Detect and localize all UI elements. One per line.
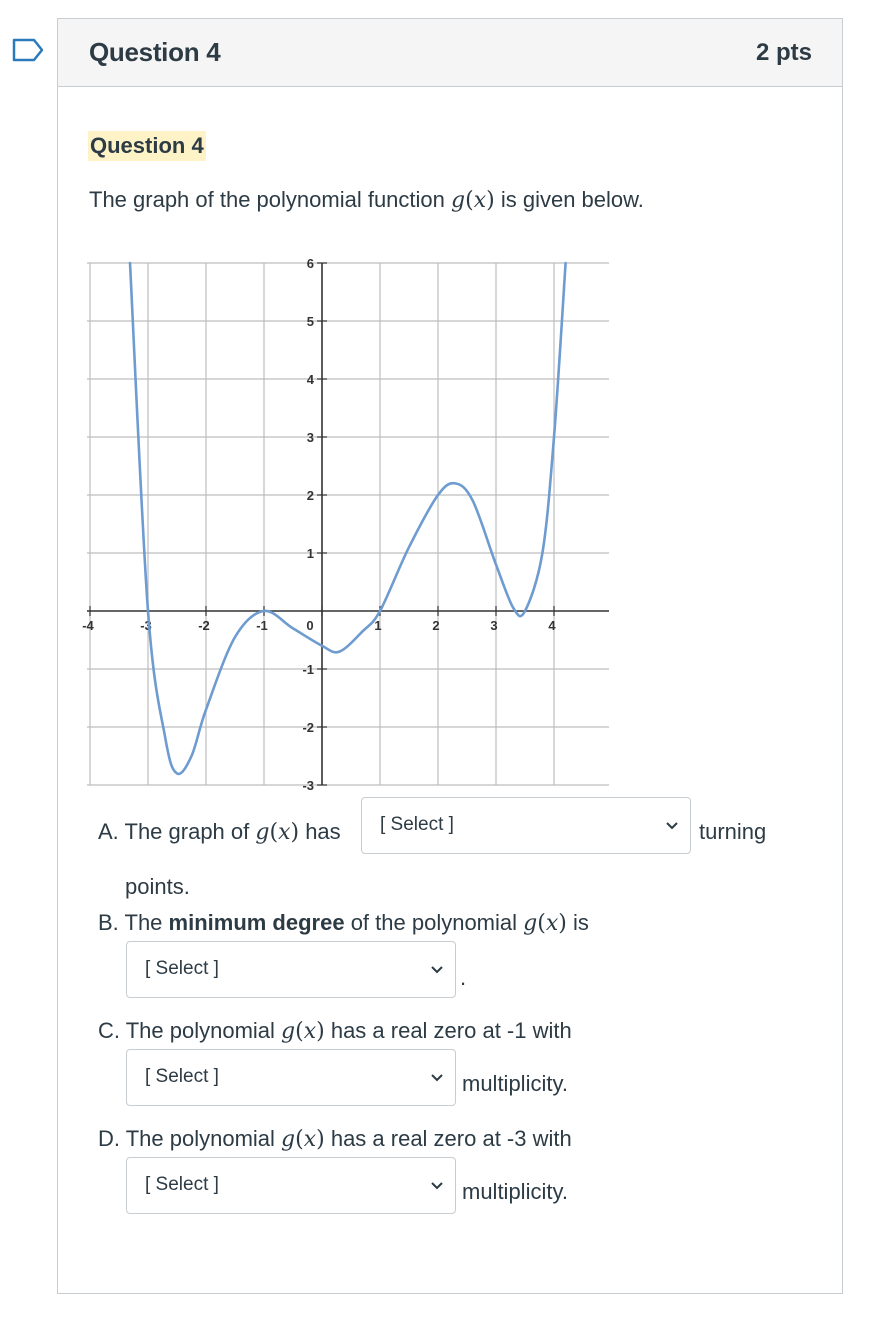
stem-text-before: The graph of the polynomial function	[89, 187, 452, 212]
x-tick-label: 1	[374, 618, 382, 633]
part-b-func: g	[523, 911, 538, 936]
x-tick-label: -4	[82, 618, 94, 633]
minimum-degree-select-value: [ Select ]	[145, 958, 219, 979]
multiplicity-neg3-select[interactable]	[126, 1157, 456, 1214]
part-a-mid: has	[299, 819, 341, 844]
question-card	[57, 18, 843, 1294]
part-c-arg: x	[303, 1019, 317, 1044]
y-tick-label: 5	[306, 314, 314, 329]
part-a-wrap: points.	[125, 874, 190, 899]
turning-points-select[interactable]	[361, 797, 691, 854]
multiplicity-neg1-select[interactable]	[126, 1049, 456, 1106]
y-tick-label: -2	[302, 720, 314, 735]
y-tick-label: -1	[302, 662, 314, 677]
part-d-suffix: multiplicity.	[462, 1179, 568, 1204]
y-tick-label: 2	[306, 488, 314, 503]
turning-points-select-value: [ Select ]	[380, 814, 454, 835]
part-a-after: turning	[699, 819, 767, 844]
part-a-func: g	[255, 820, 270, 845]
multiplicity-neg1-select-value: [ Select ]	[145, 1066, 219, 1087]
question-title: Question 4	[89, 37, 221, 67]
part-d-before: D. The polynomial	[98, 1126, 282, 1151]
chevron-down-icon	[431, 1074, 443, 1082]
part-b-period: .	[460, 965, 467, 990]
part-a-arg: x	[278, 820, 291, 845]
part-d-after: has a real zero at -3 with	[324, 1126, 572, 1151]
x-tick-label: 2	[432, 618, 440, 633]
x-tick-label: 0	[306, 618, 314, 633]
part-c-before: C. The polynomial	[98, 1018, 282, 1043]
part-b-mid: of the polynomial	[344, 910, 524, 935]
function-name: g	[451, 188, 466, 213]
part-b-text: B. The minimum degree of the polynomial g(x) is	[98, 910, 589, 936]
part-b-bold: minimum degree	[168, 910, 345, 935]
x-tick-label: -1	[256, 618, 268, 633]
part-c-func: g	[281, 1019, 296, 1044]
y-tick-label: 4	[306, 372, 314, 387]
part-a-text: A. The graph of g(x) has	[98, 819, 341, 845]
part-b-after: is	[566, 910, 589, 935]
polynomial-graph	[82, 237, 613, 803]
question-stem: The graph of the polynomial function g(x) is given below.	[89, 187, 644, 213]
function-arg: x	[473, 188, 487, 213]
part-d-func: g	[281, 1127, 296, 1152]
chevron-down-icon	[666, 822, 678, 830]
question-header	[58, 19, 842, 87]
part-d-arg: x	[303, 1127, 317, 1152]
y-tick-label: -3	[302, 778, 314, 793]
chevron-down-icon	[431, 966, 443, 974]
x-tick-label: -2	[198, 618, 210, 633]
question-points: 2 pts	[755, 38, 812, 66]
part-a-before: A. The graph of	[98, 819, 256, 844]
multiplicity-neg3-select-value: [ Select ]	[145, 1174, 219, 1195]
part-d-text: D. The polynomial g(x) has a real zero at -3 with	[98, 1126, 572, 1152]
bookmark-flag-icon[interactable]	[12, 38, 44, 62]
part-b-before: B. The	[98, 910, 169, 935]
x-tick-label: 3	[490, 618, 498, 633]
part-c-after: has a real zero at -1 with	[324, 1018, 572, 1043]
chevron-down-icon	[431, 1182, 443, 1190]
highlighted-question-heading: Question 4	[88, 131, 206, 161]
y-tick-label: 6	[306, 256, 314, 271]
part-c-text: C. The polynomial g(x) has a real zero at -1 with	[98, 1018, 572, 1044]
y-tick-label: 1	[306, 546, 314, 561]
polynomial-curve	[130, 263, 566, 774]
stem-text-after: is given below.	[494, 187, 644, 212]
x-tick-label: -3	[140, 618, 152, 633]
part-b-arg: x	[545, 911, 559, 936]
x-tick-label: 4	[548, 618, 556, 633]
part-c-suffix: multiplicity.	[462, 1071, 568, 1096]
minimum-degree-select[interactable]	[126, 941, 456, 998]
y-tick-label: 3	[306, 430, 314, 445]
